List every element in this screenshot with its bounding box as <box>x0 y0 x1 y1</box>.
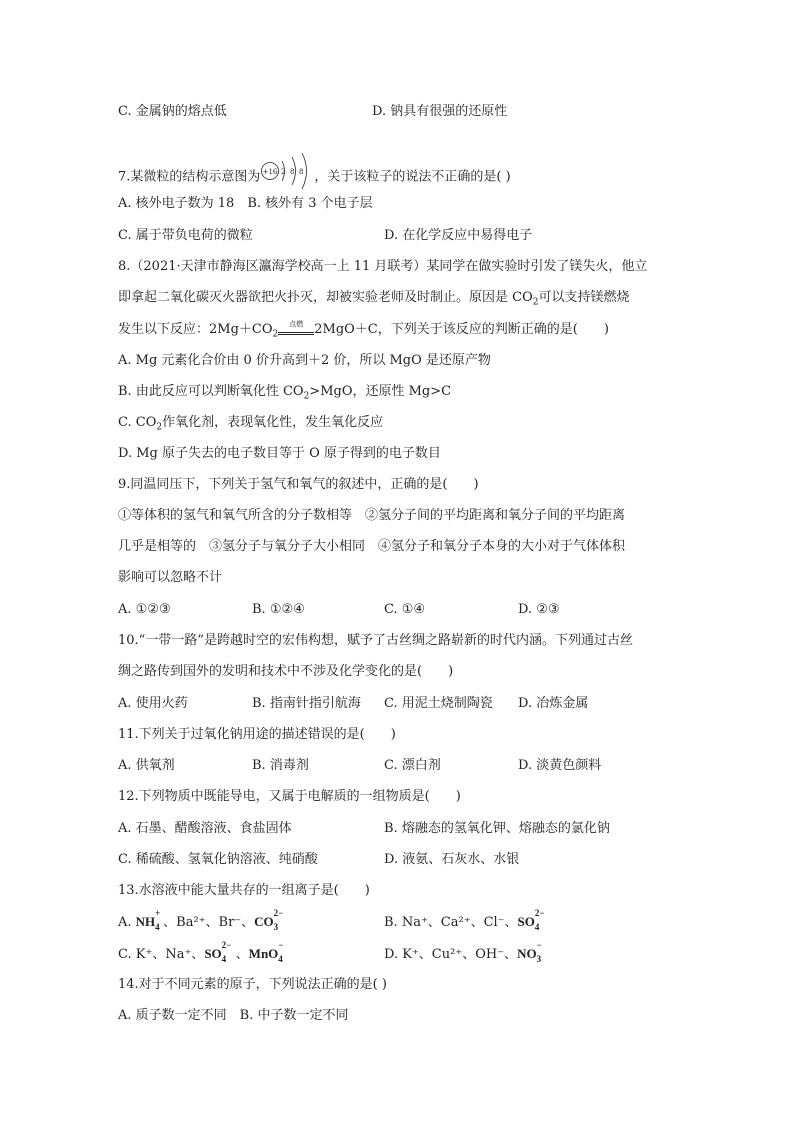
q13-option-a-label: A. <box>118 915 136 930</box>
shell-2-electrons: 8 <box>290 168 295 176</box>
q13-option-b <box>384 908 549 932</box>
q10-option-c: C. 用泥土烧制陶瓷 <box>384 696 493 711</box>
q13-option-d-label: D. K⁺、Cu²⁺、OH⁻、 <box>384 947 518 962</box>
q12-option-c: C. 稀硫酸、氢氧化钠溶液、纯硝酸 <box>118 852 318 867</box>
reaction-condition-label: 点燃 <box>289 319 304 328</box>
q14-stem: 14.对于不同元素的原子，下列说法正确的是( ) <box>118 977 387 992</box>
q6-option-c: C. 金属钠的熔点低 <box>118 104 227 119</box>
q12-option-a: A. 石墨、醋酸溶液、食盐固体 <box>118 821 292 836</box>
q8-option-c-b: 作氧化剂，表现氧化性，发生氧化反应 <box>162 415 384 430</box>
q8-option-d: D. Mg 原子失去的电子数目等于 O 原子得到的电子数目 <box>118 446 441 461</box>
q13-stem: 13.水溶液中能大量共存的一组离子是( ) <box>118 883 370 898</box>
q8-option-c-a: C. CO <box>118 415 157 430</box>
ion-charge: 2− 4 <box>534 908 545 932</box>
q8-option-b-a: B. 由此反应可以判断氧化性 CO <box>118 384 304 399</box>
ion-charge: − 4 <box>278 940 284 964</box>
subscript: 2 <box>156 422 163 433</box>
q8-line3-b: 2MgO＋C，下列关于该反应的判断正确的是( ) <box>314 322 609 337</box>
q6-option-d: D. 钠具有很强的还原性 <box>372 104 508 119</box>
q11-option-c: C. 漂白剂 <box>384 758 441 773</box>
q8-option-c <box>118 415 383 431</box>
q10-stem-line1: 10.“一带一路”是跨越时空的宏伟构想，赋予了古丝绸之路崭新的时代内涵。下列通过古丝 <box>118 633 633 648</box>
q10-option-a: A. 使用火药 <box>118 696 188 711</box>
q8-option-b <box>118 384 451 400</box>
q7-option-d: D. 在化学反应中易得电子 <box>384 228 533 243</box>
q7-option-c: C. 属于带负电荷的微粒 <box>118 228 253 243</box>
q11-option-b: B. 消毒剂 <box>252 758 309 773</box>
q7-stem-after: ，关于该粒子的说法不正确的是( ) <box>314 169 511 185</box>
q11-option-d: D. 淡黄色颜料 <box>518 758 602 773</box>
q11-option-a: A. 供氧剂 <box>118 758 175 773</box>
q10-option-b: B. 指南针指引航海 <box>252 696 361 711</box>
reaction-condition-arrow <box>278 319 314 337</box>
q9-statement-line2: 几乎是相等的 ③氢分子与氧分子大小相同 ④氢分子和氧分子本身的大小对于气体体积 <box>118 539 626 554</box>
q13-option-a-mid: 、Ba²⁺、Br⁻、 <box>163 915 255 930</box>
ion-formula: CO <box>254 914 274 929</box>
q7-option-ab: A. 核外电子数为 18 B. 核外有 3 个电子层 <box>118 196 373 211</box>
q13-option-c-mid: 、 <box>235 947 249 962</box>
q9-statement-line3: 影响可以忽略不计 <box>118 570 223 585</box>
q7-stem-before: 7.某微粒的结构示意图为 <box>118 169 261 185</box>
ion-charge: 2− 3 <box>273 908 284 932</box>
q8-stem-line3 <box>118 319 609 340</box>
q9-statement-line1: ①等体积的氢气和氧气所含的分子数相等 ②氢分子间的平均距离和氧分子间的平均距离 <box>118 508 626 523</box>
q13-option-c <box>118 940 286 964</box>
q12-option-d: D. 液氨、石灰水、水银 <box>384 852 520 867</box>
q8-line3-a: 发生以下反应：2Mg＋CO <box>118 322 273 337</box>
q9-option-b: B. ①②④ <box>252 602 305 617</box>
ion-charge: − 3 <box>536 940 542 964</box>
atom-structure-svg <box>260 150 314 192</box>
q8-line2-b: 可以支持镁燃烧 <box>538 290 630 305</box>
ion-charge: + 4 <box>155 908 161 932</box>
q9-stem: 9.同温同压下，下列关于氢气和氧气的叙述中，正确的是( ) <box>118 477 479 492</box>
q11-stem: 11.下列关于过氧化钠用途的描述错误的是( ) <box>118 727 396 742</box>
ion-formula: NH <box>135 914 156 929</box>
shell-1-electrons: 2 <box>281 168 286 176</box>
q9-option-d: D. ②③ <box>518 602 560 617</box>
q9-option-c: C. ①④ <box>384 602 426 617</box>
ion-formula: NO <box>517 946 537 961</box>
q13-option-c-label: C. K⁺、Na⁺、 <box>118 947 205 962</box>
q12-stem: 12.下列物质中既能导电，又属于电解质的一组物质是( ) <box>118 789 461 804</box>
ion-formula: SO <box>517 914 535 929</box>
q12-option-b: B. 熔融态的氢氧化钾、熔融态的氯化钠 <box>384 821 610 836</box>
q13-option-d <box>384 940 545 964</box>
q13-option-a <box>118 908 288 932</box>
ion-formula: MnO <box>248 946 279 961</box>
q8-stem-line2 <box>118 290 630 306</box>
nucleus-charge: +16 <box>263 168 278 176</box>
q10-stem-line2: 绸之路传到国外的发明和技术中不涉及化学变化的是( ) <box>118 664 454 679</box>
subscript: 2 <box>303 391 310 402</box>
q8-option-b-b: >MgO，还原性 Mg>C <box>309 384 452 399</box>
ion-charge: 2− 4 <box>221 940 232 964</box>
q8-line2-a: 即拿起二氧化碳灭火器欲把火扑灭，却被实验老师及时制止。原因是 CO <box>118 290 533 305</box>
q14-option-ab: A. 质子数一定不同 B. 中子数一定不同 <box>118 1008 349 1023</box>
q8-option-a: A. Mg 元素化合价由 0 价升高到＋2 价，所以 MgO 是还原产物 <box>118 353 491 368</box>
ion-formula: SO <box>204 946 222 961</box>
q13-option-b-label: B. Na⁺、Ca²⁺、Cl⁻、 <box>384 915 518 930</box>
q9-option-a: A. ①②③ <box>118 602 171 617</box>
equals-arrow-icon <box>278 332 314 335</box>
shell-3-electrons: 8 <box>299 168 304 176</box>
q8-stem-line1: 8.（2021·天津市静海区瀛海学校高一上 11 月联考）某同学在做实验时引发了镁失火，他立 <box>118 259 648 274</box>
subscript: 2 <box>532 297 539 308</box>
q10-option-d: D. 冶炼金属 <box>518 696 589 711</box>
subscript: 2 <box>272 329 279 340</box>
